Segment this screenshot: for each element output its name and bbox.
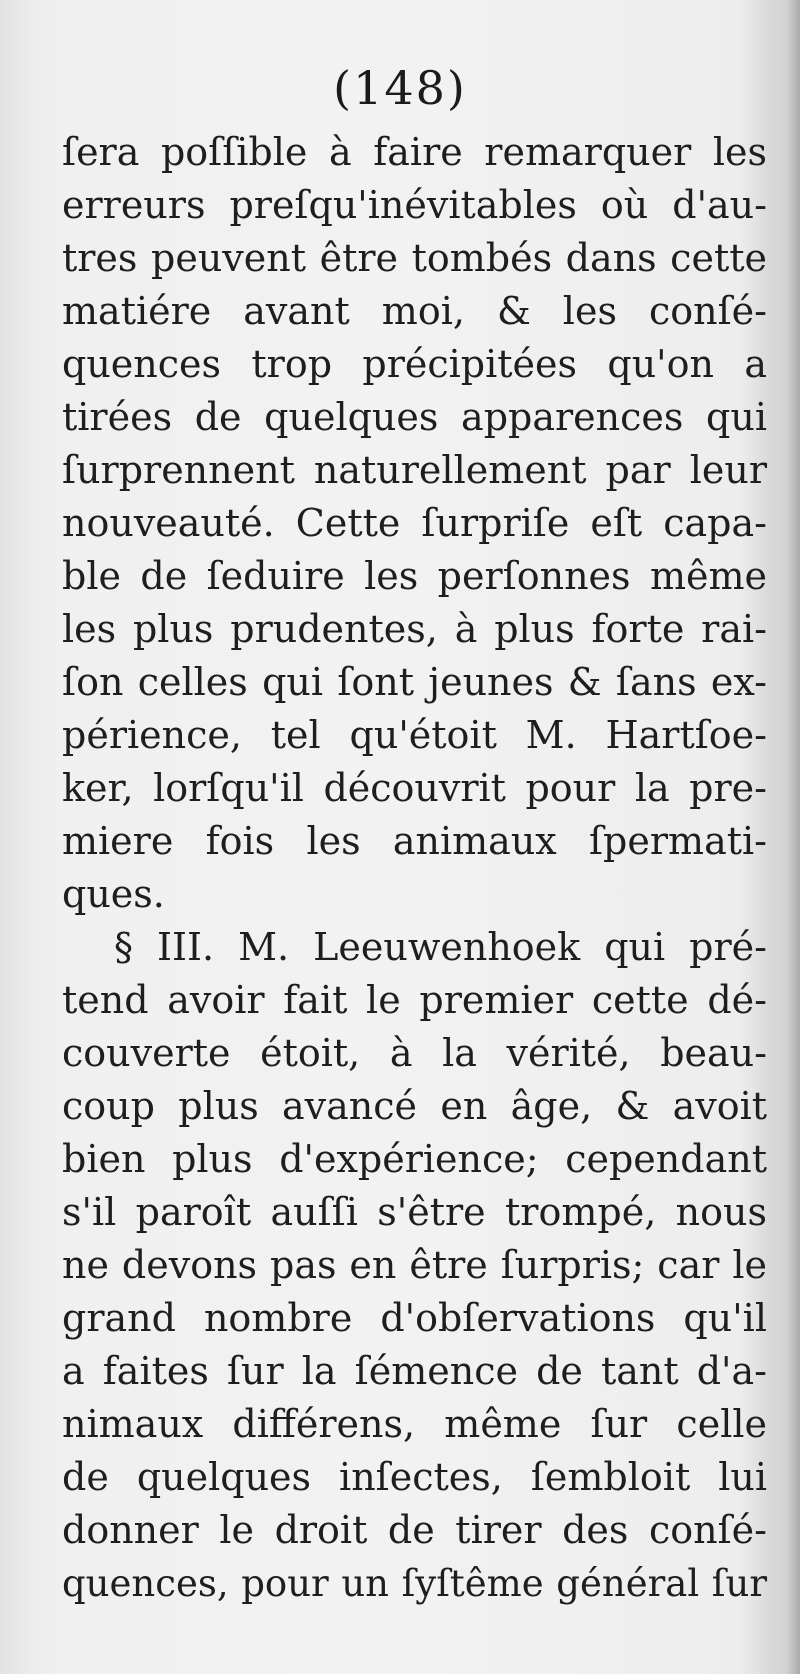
text-line: ſon celles qui ſont jeunes & ſans ex-: [62, 660, 767, 704]
page-edge-shadow: [786, 0, 800, 1674]
text-line: ker, lorſqu'il découvrit pour la pre-: [62, 766, 767, 810]
text-line: les plus prudentes, à plus forte rai-: [62, 607, 767, 651]
text-line: matiére avant moi, & les conſé-: [62, 289, 767, 333]
text-line: miere fois les animaux ſpermati-: [62, 819, 767, 863]
text-line: ne devons pas en être ſurpris; car le: [62, 1243, 767, 1287]
text-line: tirées de quelques apparences qui: [62, 395, 767, 439]
page-number: (148): [333, 61, 467, 115]
text-line: bien plus d'expérience; cependant: [62, 1137, 767, 1181]
text-line: quences, pour un ſyſtême général ſur: [62, 1562, 767, 1605]
text-line: grand nombre d'obſervations qu'il: [62, 1296, 767, 1340]
text-line: nouveauté. Cette ſurpriſe eſt capa-: [62, 501, 767, 545]
text-line: coup plus avancé en âge, & avoit: [62, 1084, 767, 1128]
text-line: tend avoir fait le premier cette dé-: [62, 978, 767, 1022]
text-line: ſera poſſible à faire remarquer les: [62, 130, 767, 174]
text-line: ſurprennent naturellement par leur: [62, 448, 767, 492]
paragraph-end-line: ques.: [62, 872, 165, 916]
section-start-line: § III. M. Leeuwenhoek qui pré-: [114, 925, 767, 969]
text-line: nimaux différens, même ſur celle: [62, 1402, 767, 1446]
text-line: s'il paroît auſſi s'être trompé, nous: [62, 1190, 767, 1234]
text-line: erreurs preſqu'inévitables où d'au-: [62, 183, 767, 227]
text-line: de quelques inſectes, ſembloit lui: [62, 1455, 767, 1499]
text-line: périence, tel qu'étoit M. Hartſoe-: [62, 713, 767, 757]
text-line: quences trop précipitées qu'on a: [62, 342, 767, 386]
text-line: ble de ſeduire les perſonnes même: [62, 554, 767, 598]
text-line: donner le droit de tirer des conſé-: [62, 1508, 767, 1552]
body-text: [62, 126, 767, 1610]
text-line: couverte étoit, à la vérité, beau-: [62, 1031, 767, 1075]
text-line: a faites ſur la ſémence de tant d'a-: [62, 1349, 767, 1393]
text-line: tres peuvent être tombés dans cette: [62, 236, 767, 280]
